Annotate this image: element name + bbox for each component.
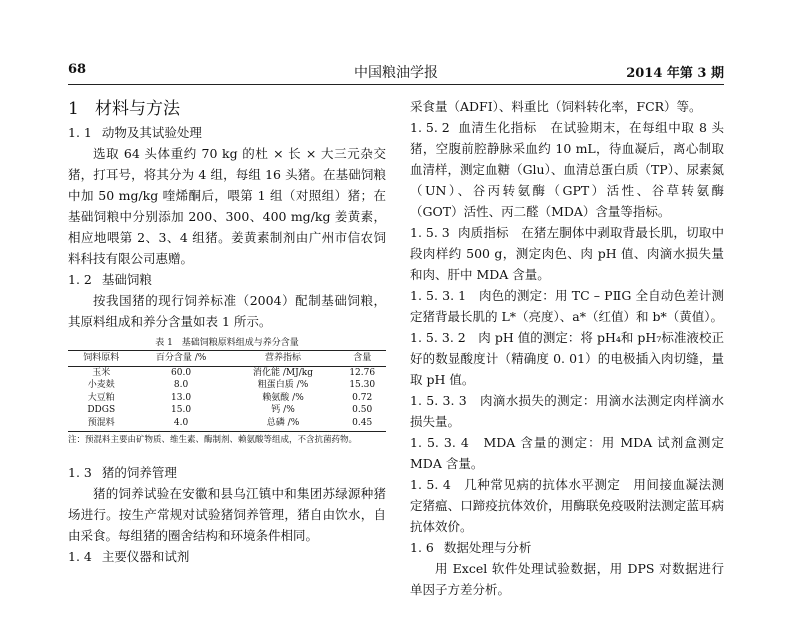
table-cell: 0.72 (352, 392, 373, 403)
table-header: 营养指标 (228, 351, 339, 367)
subsection-title: 主要仪器和试剂 (101, 549, 190, 564)
subsection-title: 猪的饲养管理 (101, 465, 177, 480)
subsection-heading (68, 122, 386, 143)
table-cell: 大豆粕 (87, 392, 115, 403)
table-row (68, 366, 386, 379)
issue-label: 2014 年第 3 期 (626, 66, 724, 81)
subsection-title: 动物及其试验处理 (101, 125, 202, 140)
running-header (68, 62, 724, 84)
left-column (68, 96, 386, 567)
feed-table (68, 350, 386, 432)
table-cell: 60.0 (171, 367, 192, 378)
subsection-title: 基础饲粮 (101, 272, 152, 287)
table-cell: 13.0 (171, 392, 192, 403)
table-header-row (68, 351, 386, 367)
section-number: 1 (68, 99, 79, 119)
table-row (68, 417, 386, 432)
table-cell: 12.76 (349, 367, 376, 378)
subsubsection-block (410, 222, 724, 285)
section-heading (68, 96, 386, 122)
table-cell: 钙 /% (271, 405, 295, 415)
table-caption: 表 1 基础饲粮原料组成与养分含量 (155, 338, 299, 348)
paragraph: 按我国猪的现行饲养标准（2004）配制基础饲粮，其原料组成和养分含量如表 1 所示。 (68, 293, 386, 329)
subsection-heading (68, 546, 386, 567)
journal-name: 中国粮油学报 (354, 65, 438, 81)
table-cell: 总磷 /% (228, 417, 339, 432)
table-header: 含量 (338, 351, 386, 367)
table-cell: 0.50 (352, 405, 373, 415)
table-cell: DDGS (87, 405, 116, 415)
subsection-heading (410, 537, 724, 558)
paragraph: 用 Excel 软件处理试验数据，用 DPS 对数据进行单因子方差分析。 (410, 561, 724, 597)
table-cell: 玉米 (92, 367, 111, 378)
subsection-heading (68, 269, 386, 290)
section-title: 材料与方法 (95, 99, 181, 119)
subsection-number: 1. 5. 3 (410, 225, 450, 240)
table-header: 饲料原料 (68, 351, 135, 367)
subsection-number: 1. 1 (68, 125, 92, 140)
page-number: 68 (68, 62, 87, 77)
table-cell: 预混料 (68, 417, 135, 432)
subsection-number: 1. 6 (410, 540, 434, 555)
table-row (68, 404, 386, 417)
table-note: 注：预混料主要由矿物质、维生素、酶制剂、赖氨酸等组成，不含抗菌药物。 (68, 435, 358, 445)
subsection-number: 1. 5. 2 (410, 120, 450, 135)
paragraph: 选取 64 头体重约 70 kg 的杜 × 长 × 大三元杂交猪，打耳号，将其分为 4 组，每组 16 头猪。在基础饲粮中加 50 mg/kg 喹烯酮后，喂第 1 组（对照组）猪；在基础饲粮中分别添加 200、300、400 mg/kg 姜黄素，相应地喂第 2、3、4 组猪。姜黄素制剂由广州市信农饲料科技有限公司惠赠。 (68, 146, 386, 266)
table-cell: 小麦麸 (87, 380, 115, 390)
table-row (68, 379, 386, 392)
subsection-title: 血清生化指标 (457, 120, 537, 135)
paragraph: 猪的饲养试验在安徽和县乌江镇中和集团苏绿源种猪场进行。按生产常规对试验猪饲养管理，猪自由饮水，自由采食。每组猪的圈舍结构和环境条件相同。 (68, 486, 386, 543)
paragraph: 1. 5. 4 几种常见病的抗体水平测定 用间接血凝法测定猪瘟、口蹄疫抗体效价，用酶联免疫吸附法测定蓝耳病抗体效价。 (410, 477, 724, 534)
table-cell: 消化能 /MJ/kg (253, 367, 313, 378)
table-cell: 15.30 (349, 380, 376, 390)
subsection-number: 1. 3 (68, 465, 92, 480)
paragraph: 采食量（ADFI）、料重比（饲料转化率，FCR）等。 (410, 99, 702, 114)
subsection-number: 1. 4 (68, 549, 92, 564)
table-cell: 赖氨酸 /% (262, 392, 304, 403)
header-rule (68, 84, 724, 85)
table-cell: 粗蛋白质 /% (257, 380, 309, 390)
paragraph: 1. 5. 3. 4 MDA 含量的测定：用 MDA 试剂盒测定 MDA 含量。 (410, 435, 724, 471)
table-cell: 15.0 (171, 405, 192, 415)
table-header: 百分含量 /% (135, 351, 228, 367)
table-cell: 0.45 (338, 417, 386, 432)
table-cell: 8.0 (173, 380, 189, 390)
table-row (68, 392, 386, 405)
paragraph: 1. 5. 3. 1 肉色的测定：用 TC – PⅡG 全自动色差计测定猪背最长肌的 L*（亮度）、a*（红值）和 b*（黄值）。 (410, 288, 724, 324)
paragraph: 1. 5. 3. 2 肉 pH 值的测定：将 pH₄和 pH₇标准液校正好的数显酸度计（精确度 0. 01）的电极插入肉切缝，量取 pH 值。 (410, 330, 724, 387)
paragraph: 1. 5. 3. 3 肉滴水损失的测定：用滴水法测定肉样滴水损失量。 (410, 393, 724, 429)
subsection-title: 数据处理与分析 (443, 540, 532, 555)
table-cell: 4.0 (135, 417, 228, 432)
subsection-number: 1. 2 (68, 272, 92, 287)
subsection-heading (68, 462, 386, 483)
subsubsection-block (410, 117, 724, 222)
paragraph: 在猪左胴体中剥取背最长肌，切取中段肉样约 500 g，测定肉色、肉 pH 值、肉滴水损失量和肉、肝中 MDA 含量。 (410, 225, 724, 282)
subsection-title: 肉质指标 (457, 225, 509, 240)
paragraph: 在试验期末，在每组中取 8 头猪，空腹前腔静脉采血约 10 mL，待血凝后，离心制取血清样，测定血糖（Glu）、血清总蛋白质（TP）、尿素氮（UN）、谷丙转氨酶（GPT）活性、谷草转氨酶（GOT）活性、丙二醛（MDA）含量等指标。 (410, 120, 724, 219)
right-column (410, 96, 724, 600)
